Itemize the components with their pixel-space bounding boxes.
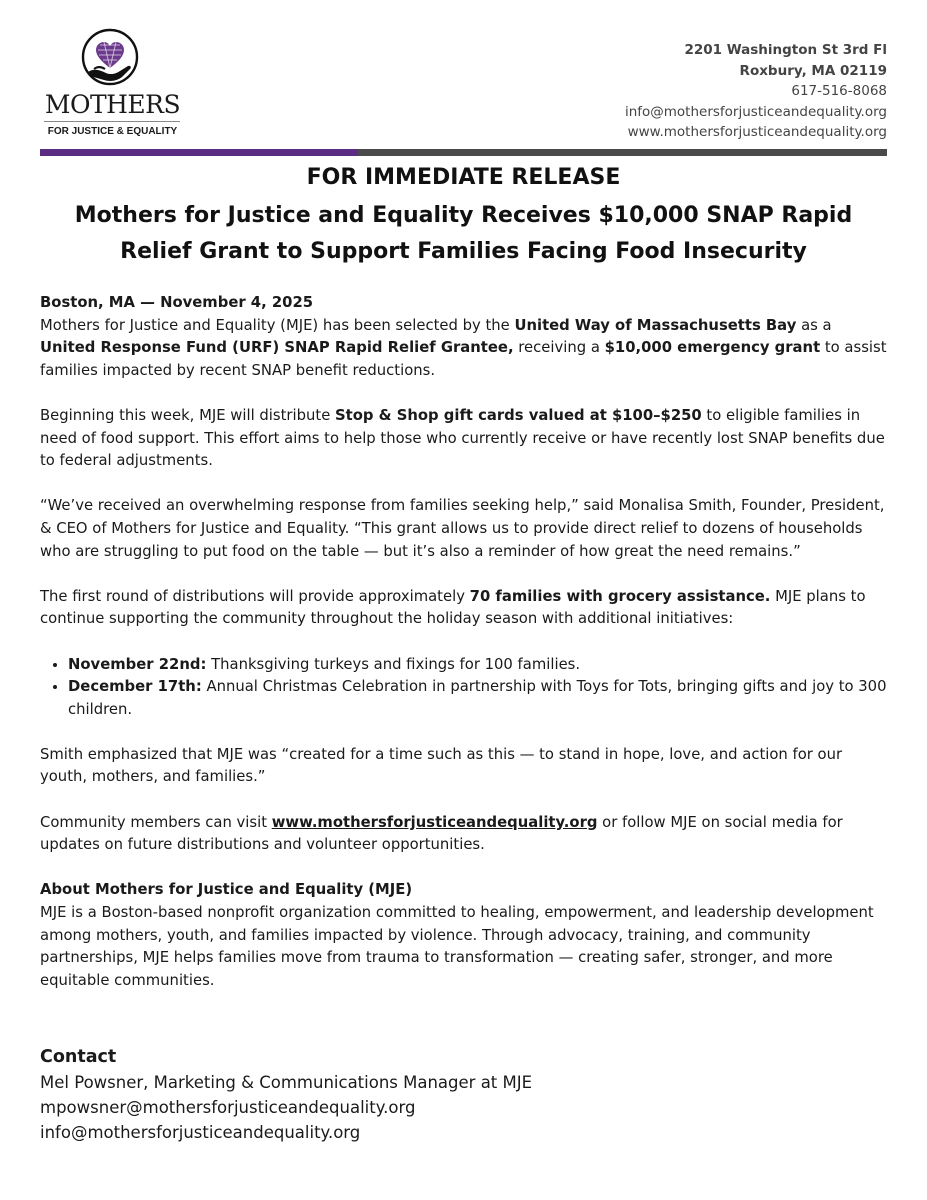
text-run: as a xyxy=(796,316,832,334)
text-run: MJE plans to continue supporting the community throughout the holiday season with additional initiatives: xyxy=(40,587,866,628)
contact-email-1[interactable]: mpowsner@mothersforjusticeandequality.org xyxy=(40,1098,416,1117)
bullet-date: December 17th: xyxy=(68,678,202,696)
text-run: Beginning this week, MJE will distribute xyxy=(40,406,335,424)
bold-run: United Response Fund (URF) SNAP Rapid Relief Grantee, xyxy=(40,339,514,357)
bullet-text: Thanksgiving turkeys and fixings for 100 families. xyxy=(206,655,581,673)
bold-run: 70 families with grocery assistance. xyxy=(469,587,771,605)
text-run: Mothers for Justice and Equality (MJE) has been selected by the xyxy=(40,316,515,334)
headline xyxy=(40,198,887,270)
article-body xyxy=(40,292,890,1015)
address-email[interactable]: info@mothersforjusticeandequality.org xyxy=(624,103,887,120)
website-link[interactable]: www.mothersforjusticeandequality.org xyxy=(271,813,598,831)
paragraph-quote: “We’ve received an overwhelming response from families seeking help,” said Monalisa Smith, Founder, President, & CEO of Mothers for Justice and Equality. “This grant allows us to provide direct relief to dozens of households who are struggling to put food on the table — but it’s also a reminder of how great the need remains.” xyxy=(40,497,885,560)
about-heading: About Mothers for Justice and Equality (MJE) xyxy=(40,881,413,899)
intro-paragraph xyxy=(40,292,890,382)
logo-wordmark: MOTHERS xyxy=(44,90,181,119)
logo-tagline: FOR JUSTICE & EQUALITY xyxy=(47,126,178,137)
logo-divider xyxy=(44,121,180,122)
list-item xyxy=(68,676,890,721)
bold-run: Stop & Shop gift cards valued at $100–$250 xyxy=(335,406,702,424)
bold-run: $10,000 emergency grant xyxy=(604,339,821,357)
paragraph-smith: Smith emphasized that MJE was “created for a time such as this — to stand in hope, love, and action for our youth, mothers, and families.” xyxy=(40,745,843,786)
address-phone: 617-516-8068 xyxy=(791,83,887,100)
text-run: receiving a xyxy=(513,339,605,357)
address-street: 2201 Washington St 3rd Fl xyxy=(684,42,887,58)
heart-in-hands-icon xyxy=(80,28,140,88)
address-city: Roxbury, MA 02119 xyxy=(739,62,887,79)
text-run: or follow MJE on social media for updates on future distributions and volunteer opportunities. xyxy=(40,813,843,854)
dateline: Boston, MA — November 4, 2025 xyxy=(40,294,314,311)
about-section xyxy=(40,879,890,992)
contact-heading: Contact xyxy=(40,1047,117,1067)
paragraph-distributions xyxy=(40,586,890,631)
address-block xyxy=(625,40,887,143)
headline-line-1: Mothers for Justice and Equality Receives $10,000 SNAP Rapid xyxy=(74,203,853,228)
text-run: Community members can visit xyxy=(40,813,272,831)
band-gray-segment xyxy=(358,149,887,156)
bold-run: United Way of Massachusetts Bay xyxy=(514,316,797,334)
logo xyxy=(40,28,185,142)
paragraph-community xyxy=(40,812,890,857)
contact-name: Mel Powsner, Marketing & Communications Manager at MJE xyxy=(40,1073,533,1092)
text-run: to eligible families in need of food support. This effort aims to help those who currently receive or have recently lost SNAP benefits due to federal adjustments. xyxy=(40,406,885,470)
bullet-text: Annual Christmas Celebration in partnership with Toys for Tots, bringing gifts and joy to 300 children. xyxy=(68,678,887,718)
headline-line-2: Relief Grant to Support Families Facing Food Insecurity xyxy=(120,239,807,264)
band-purple-segment xyxy=(40,149,358,156)
paragraph-gift-cards xyxy=(40,405,890,473)
release-label: FOR IMMEDIATE RELEASE xyxy=(306,165,621,190)
contact-email-2[interactable]: info@mothersforjusticeandequality.org xyxy=(40,1123,361,1142)
about-text: MJE is a Boston-based nonprofit organization committed to healing, empowerment, and leadership development among mothers, youth, and families impacted by violence. Through advocacy, training, and community partnerships, MJE helps families move from trauma to transformation — creating safer, stronger, and more equitable communities. xyxy=(40,904,874,989)
text-run: The first round of distributions will provide approximately xyxy=(40,587,470,605)
bullet-date: November 22nd: xyxy=(68,655,207,673)
list-item xyxy=(68,654,890,677)
contact-section xyxy=(40,1045,890,1145)
address-website[interactable]: www.mothersforjusticeandequality.org xyxy=(627,124,887,141)
initiatives-list xyxy=(40,654,890,722)
header-divider-band xyxy=(40,149,887,156)
text-run: to assist families impacted by recent SNAP benefit reductions. xyxy=(40,339,887,379)
